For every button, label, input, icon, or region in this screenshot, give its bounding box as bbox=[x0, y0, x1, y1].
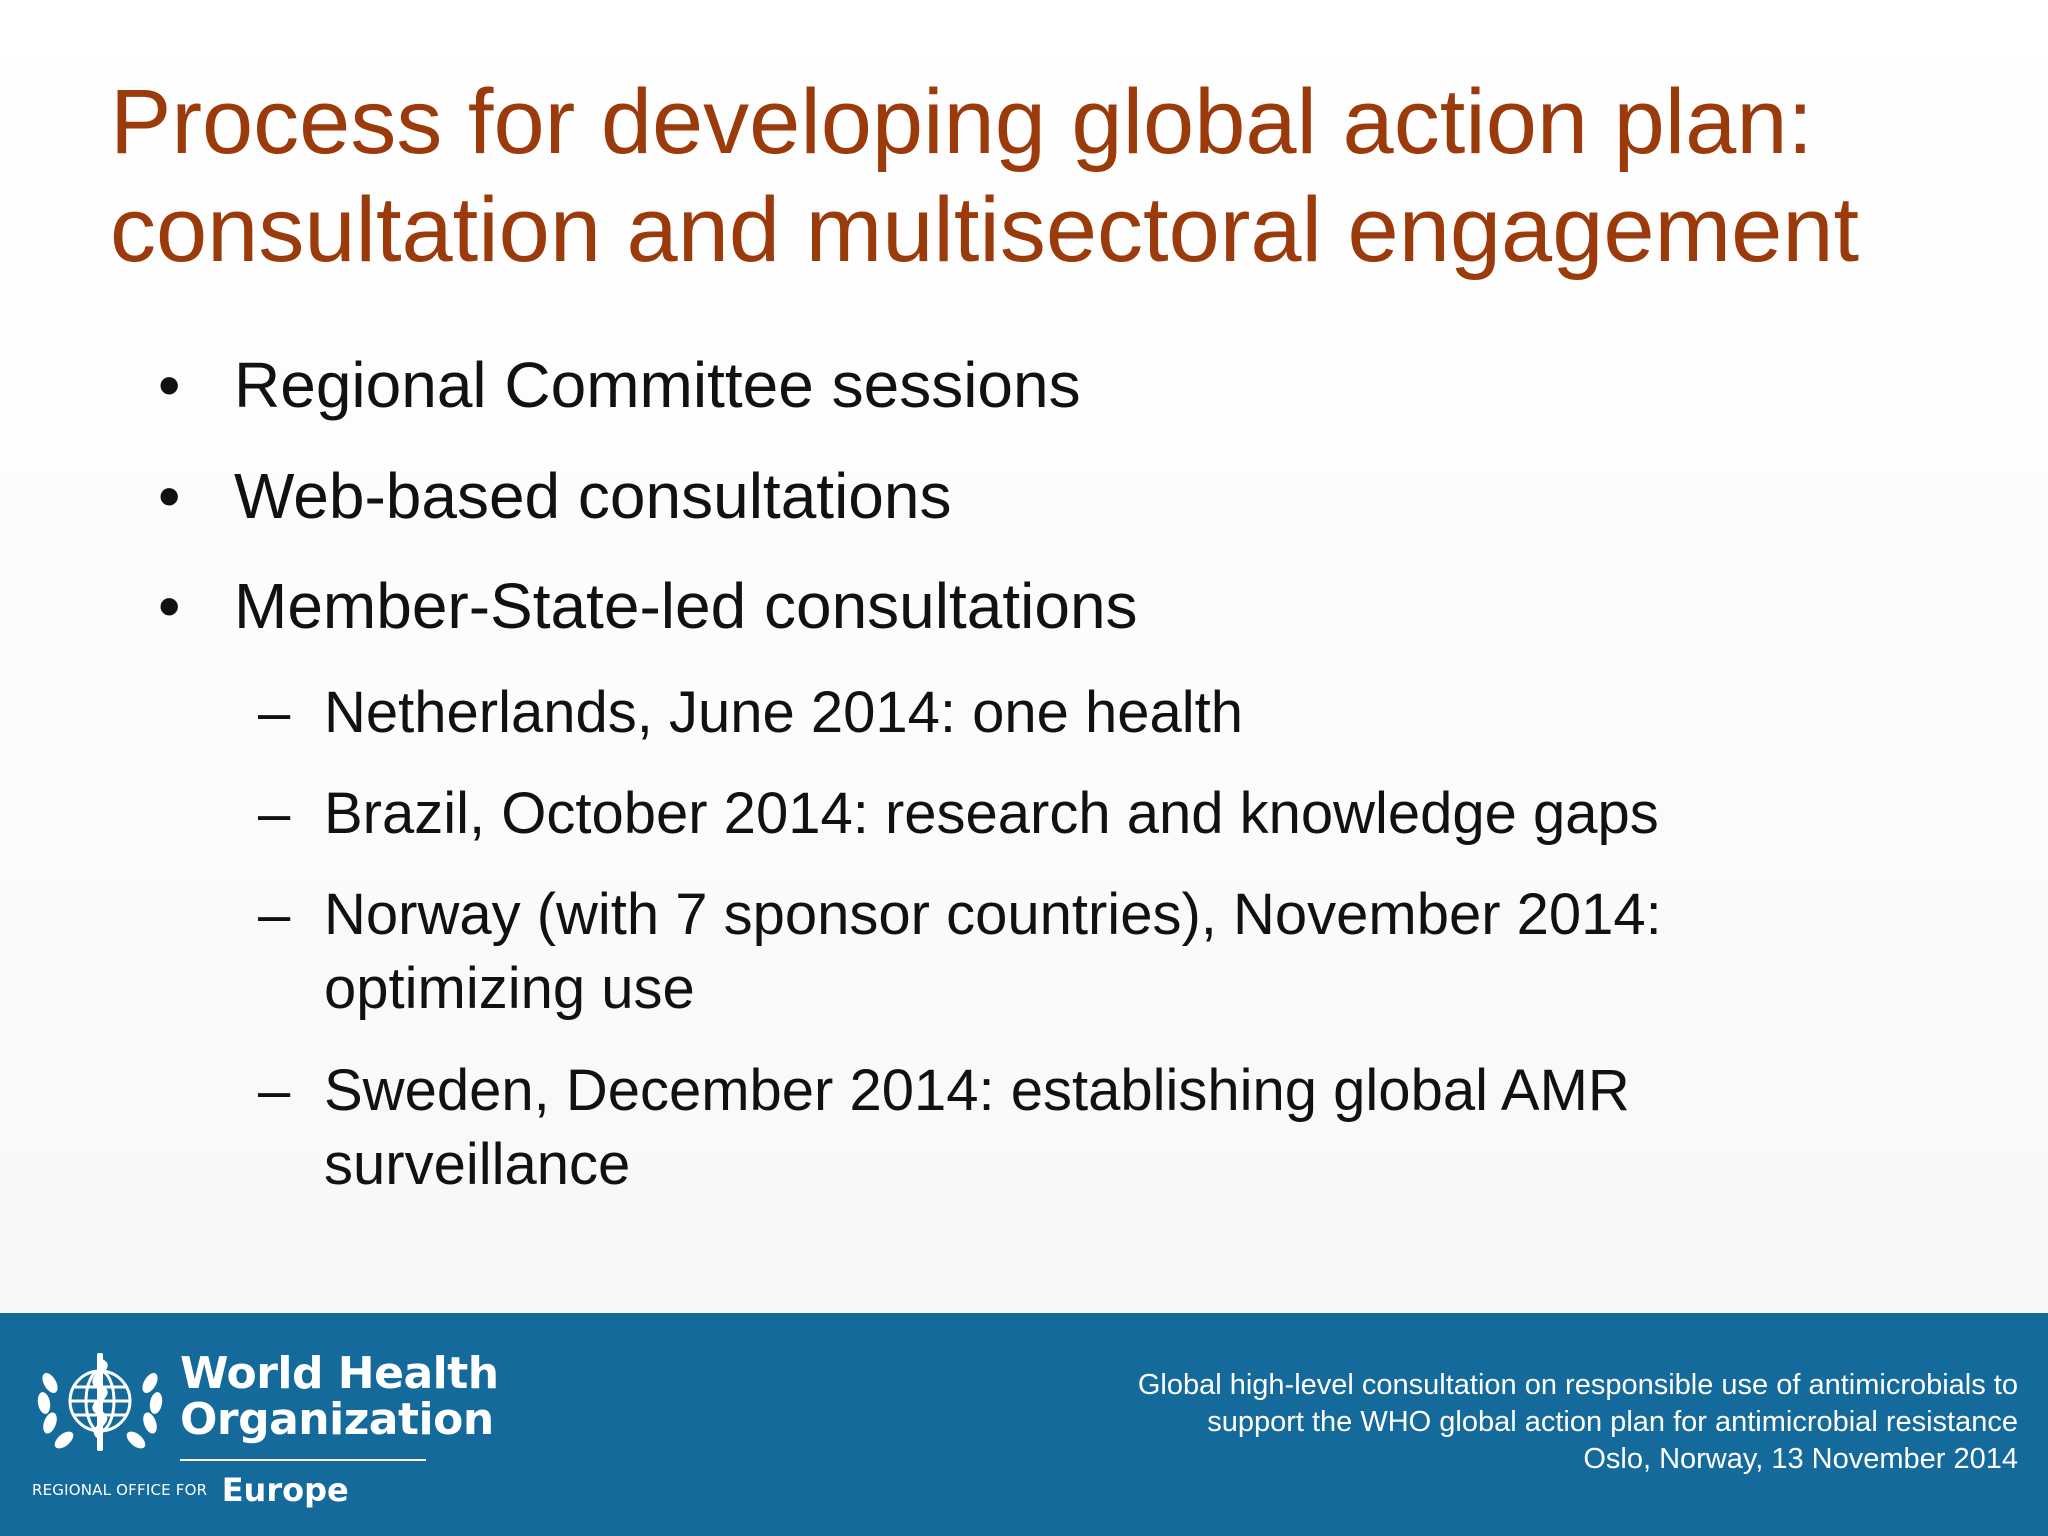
slide-title-line-1: Process for developing global action plan: bbox=[110, 71, 1814, 173]
bullet-marker: • bbox=[158, 349, 181, 421]
who-emblem-icon bbox=[30, 1343, 170, 1463]
who-logo bbox=[30, 1343, 499, 1513]
regional-office-label bbox=[32, 1471, 349, 1509]
sub-bullet-item bbox=[258, 676, 1244, 750]
bullet-marker: • bbox=[158, 570, 181, 642]
bullet-text: Web-based consultations bbox=[234, 460, 952, 532]
sub-bullet-text: Netherlands, June 2014: one health bbox=[324, 680, 1244, 745]
sub-bullet-text-continued: optimizing use bbox=[324, 956, 695, 1021]
sub-bullet-text: Sweden, December 2014: establishing global AMR bbox=[324, 1058, 1630, 1123]
bullet-item bbox=[158, 348, 1081, 422]
sub-bullet-marker: – bbox=[258, 882, 291, 947]
event-caption-line-1: Global high-level consultation on responsible use of antimicrobials to bbox=[1137, 1369, 2018, 1401]
logo-divider bbox=[180, 1459, 426, 1461]
bullet-text: Member-State-led consultations bbox=[234, 570, 1138, 642]
bullet-item bbox=[158, 569, 1138, 643]
sub-bullet-marker: – bbox=[258, 1058, 291, 1123]
sub-bullet-text: Brazil, October 2014: research and knowledge gaps bbox=[324, 781, 1659, 846]
event-caption-line-3: Oslo, Norway, 13 November 2014 bbox=[1583, 1443, 2018, 1475]
bullet-text: Regional Committee sessions bbox=[234, 349, 1081, 421]
footer-bar bbox=[0, 1313, 2048, 1536]
sub-bullet-text: Norway (with 7 sponsor countries), November 2014: bbox=[324, 882, 1662, 947]
bullet-item bbox=[158, 459, 952, 533]
sub-bullet-item bbox=[258, 878, 1662, 1026]
sub-bullet-text-continued: surveillance bbox=[324, 1132, 631, 1197]
sub-bullet-marker: – bbox=[258, 680, 291, 745]
regional-office-name: Europe bbox=[221, 1471, 349, 1509]
sub-bullet-marker: – bbox=[258, 781, 291, 846]
who-wordmark-line-2: Organization bbox=[180, 1394, 494, 1445]
regional-office-prefix: REGIONAL OFFICE FOR bbox=[32, 1481, 208, 1499]
slide-title-line-2: consultation and multisectoral engagement bbox=[110, 179, 1860, 281]
who-wordmark bbox=[180, 1348, 499, 1445]
sub-bullet-item bbox=[258, 1054, 1630, 1202]
bullet-marker: • bbox=[158, 460, 181, 532]
who-wordmark-line-1: World Health bbox=[180, 1348, 499, 1399]
event-caption-line-2: support the WHO global action plan for antimicrobial resistance bbox=[1207, 1406, 2018, 1438]
event-caption bbox=[1138, 1367, 2018, 1478]
sub-bullet-item bbox=[258, 777, 1659, 851]
